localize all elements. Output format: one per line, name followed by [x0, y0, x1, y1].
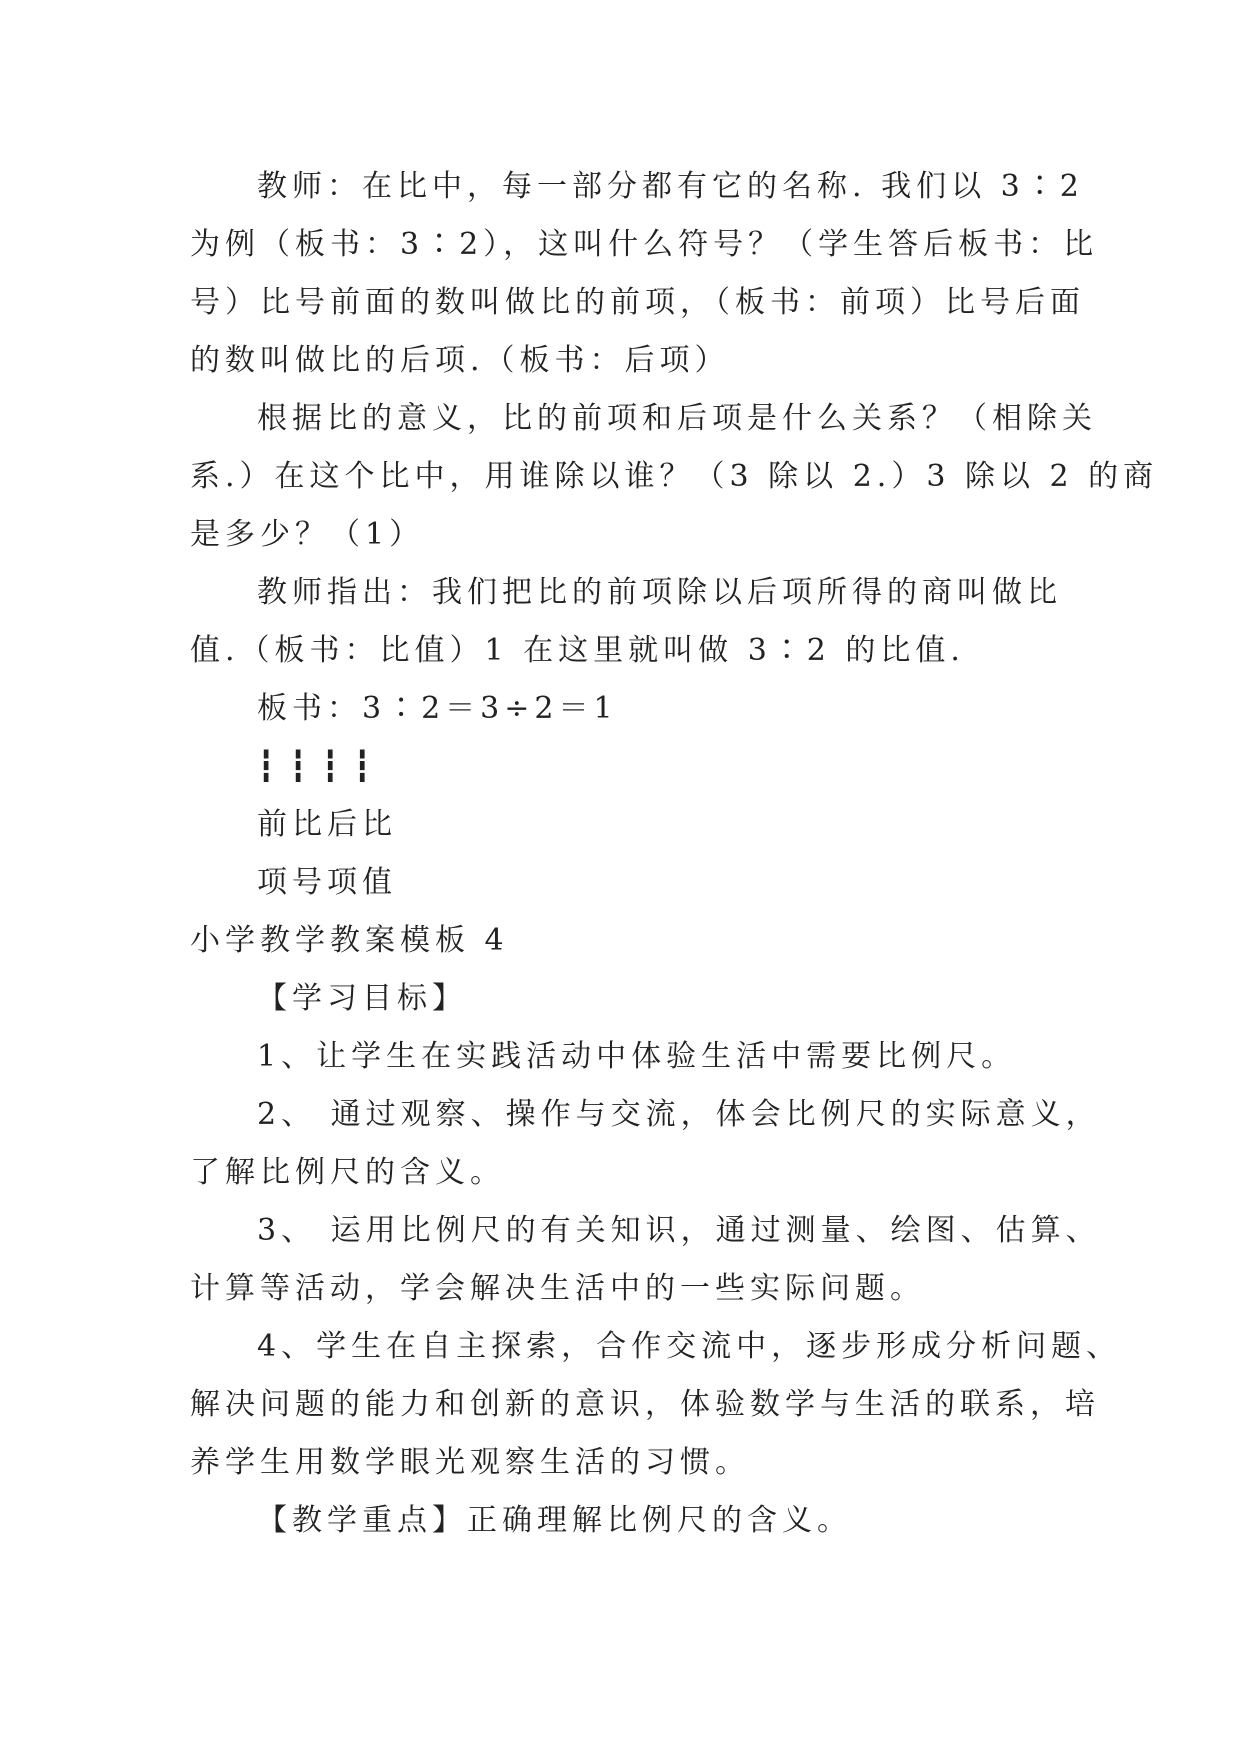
paragraph-line: 根据比的意义，比的前项和后项是什么关系？（相除关 [257, 401, 1097, 436]
board-writing-line: 前比后比 [257, 807, 397, 842]
list-item: 3、 运用比例尺的有关知识，通过测量、绘图、估算、 [257, 1213, 1101, 1248]
paragraph-line: 为例（板书：3∶2），这叫什么符号？（学生答后板书：比 [190, 227, 1099, 262]
list-item: 4、学生在自主探索，合作交流中，逐步形成分析问题、 [257, 1329, 1122, 1364]
paragraph-line: 的数叫做比的后项.（板书：后项） [190, 343, 730, 378]
list-item-continuation: 解决问题的能力和创新的意识，体验数学与生活的联系，培 [190, 1387, 1100, 1422]
list-item: 2、 通过观察、操作与交流，体会比例尺的实际意义， [257, 1097, 1101, 1132]
board-writing-line: 板书：3∶2＝3÷2＝1 [257, 691, 618, 726]
paragraph-line: 值.（板书：比值）1 在这里就叫做 3∶2 的比值. [190, 633, 965, 668]
teaching-focus: 【教学重点】正确理解比例尺的含义。 [257, 1503, 852, 1538]
board-writing-line: 项号项值 [257, 865, 397, 900]
list-item-continuation: 了解比例尺的含义。 [190, 1155, 505, 1190]
subsection-heading: 【学习目标】 [257, 981, 467, 1016]
paragraph-line: 教师：在比中，每一部分都有它的名称. 我们以 3∶2 [257, 169, 1084, 204]
list-item: 1、让学生在实践活动中体验生活中需要比例尺。 [257, 1039, 1017, 1074]
paragraph-line: 系.）在这个比中，用谁除以谁？（3 除以 2.）3 除以 2 的商 [190, 459, 1159, 494]
paragraph-line: 教师指出：我们把比的前项除以后项所得的商叫做比 [257, 575, 1062, 610]
document-page [190, 158, 1159, 1550]
list-item-continuation: 计算等活动，学会解决生活中的一些实际问题。 [190, 1271, 925, 1306]
section-heading: 小学教学教案模板 4 [190, 923, 509, 958]
list-item-continuation: 养学生用数学眼光观察生活的习惯。 [190, 1445, 750, 1480]
paragraph-line: 是多少？（1） [190, 517, 425, 552]
board-writing-dotted-bars: ┇┇┇┇ [257, 749, 386, 784]
paragraph-line: 号）比号前面的数叫做比的前项，（板书：前项）比号后面 [190, 285, 1085, 320]
